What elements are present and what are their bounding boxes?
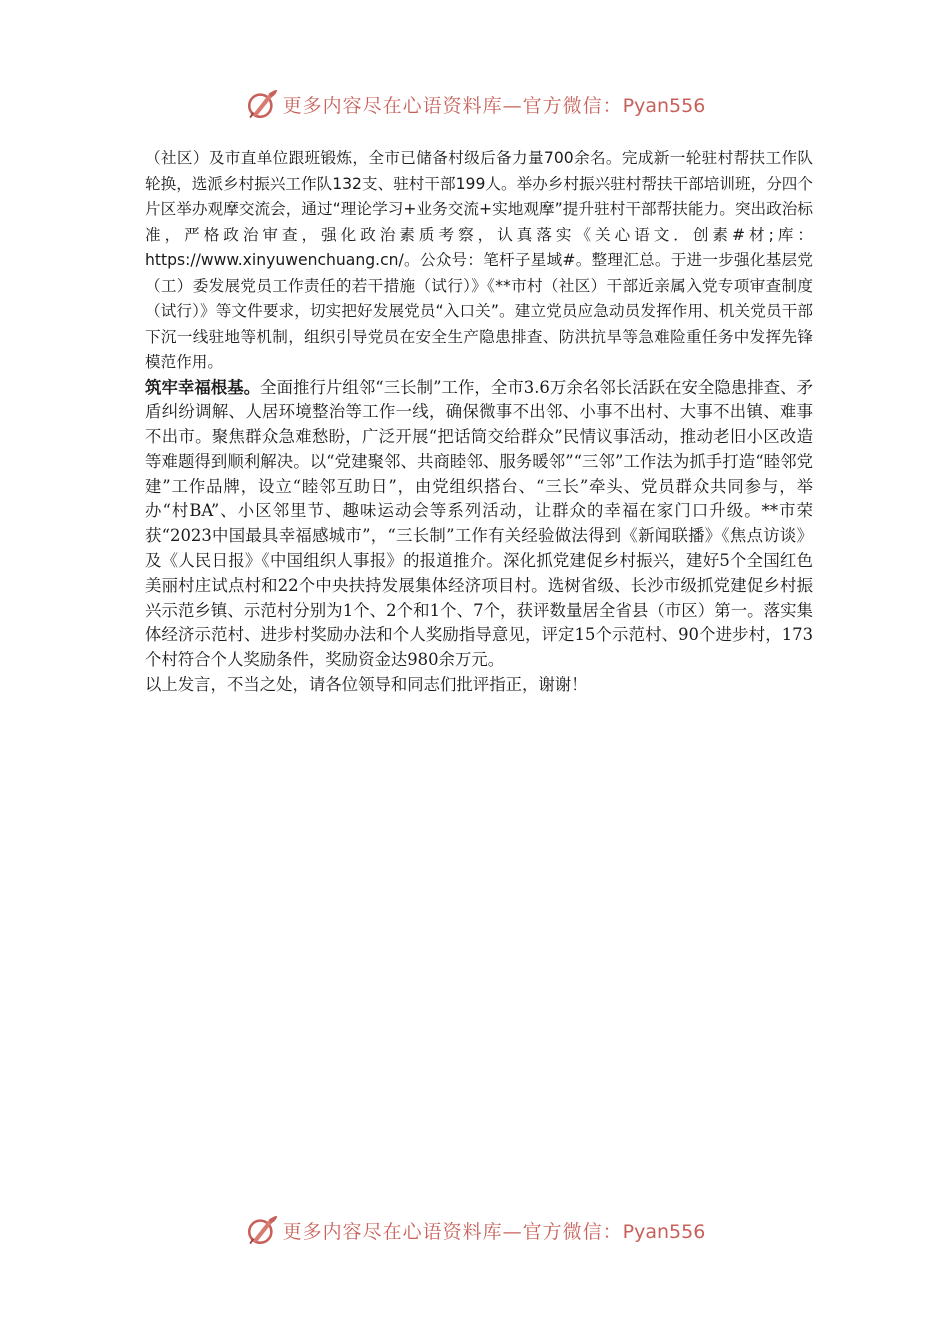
paragraph-party-development: （社区）及市直单位跟班锻炼，全市已储备村级后备力量700余名。完成新一轮驻村帮扶工作队轮换，选派乡村振兴工作队132支、驻村干部199人。举办乡村振兴驻村帮扶干部培训班，分四个片区举办观摩交流会，通过“理论学习+业务交流+实地观摩”提升驻村干部帮扶能力。突出政治标准，严格政治审查，强化政治素质考察，认真落实《关心语文．创素#材;库：https://www.xinyuwenchuang.cn/。公众号：笔杆子星域#。整理汇总。于进一步强化基层党（工）委发展党员工作责任的若干措施（试行）》《**市村（社区）干部近亲属入党专项审查制度（试行）》等文件要求，切实把好发展党员“入口关”。建立党员应急动员发挥作用、机关党员干部下沉一线驻地等机制，组织引导党员在安全生产隐患排查、防洪抗旱等急难险重任务中发挥先锋模范作用。 [145, 149, 813, 371]
quill-pen-logo-icon [245, 1213, 279, 1247]
paragraph-happiness-foundation [145, 376, 813, 674]
wechat-handle: Pyan556 [622, 94, 706, 117]
closing-remark: 以上发言，不当之处，请各位领导和同志们批评指正，谢谢！ [145, 675, 588, 695]
brand-text: 更多内容尽在心语资料库—官方微信：Pyan556 [282, 94, 706, 117]
footer-watermark-banner [0, 1210, 950, 1250]
header-watermark-banner [0, 84, 950, 124]
brand-text: 更多内容尽在心语资料库—官方微信：Pyan556 [282, 1220, 706, 1243]
quill-pen-logo-icon [245, 87, 279, 121]
wechat-handle: Pyan556 [622, 1220, 706, 1243]
document-body [145, 146, 813, 698]
section-lead-heading: 筑牢幸福根基。 [145, 377, 261, 397]
paragraph-happiness-text: 全面推行片组邻“三长制”工作，全市3.6万余名邻长活跃在安全隐患排查、矛盾纠纷调解、人居环境整治等工作一线，确保微事不出邻、小事不出村、大事不出镇、难事不出市。聚焦群众急难愁盼，广泛开展“把话筒交给群众”民情议事活动，推动老旧小区改造等难题得到顺利解决。以“党建聚邻、共商睦邻、服务暖邻”“三邻”工作法为抓手打造“睦邻党建”工作品牌，设立“睦邻互助日”，由党组织搭台、“三长”牵头、党员群众共同参与，举办“村BA”、小区邻里节、趣味运动会等系列活动，让群众的幸福在家门口升级。**市荣获“2023中国最具幸福感城市”，“三长制”工作有关经验做法得到《新闻联播》《焦点访谈》及《人民日报》《中国组织人事报》的报道推介。深化抓党建促乡村振兴，建好5个全国红色美丽村庄试点村和22个中央扶持发展集体经济项目村。选树省级、长沙市级抓党建促乡村振兴示范乡镇、示范村分别为1个、2个和1个、7个，获评数量居全省县（市区）第一。落实集体经济示范村、进步村奖励办法和个人奖励指导意见，评定15个示范村、90个进步村，173个村符合个人奖励条件，奖励资金达980余万元。 [145, 377, 814, 670]
